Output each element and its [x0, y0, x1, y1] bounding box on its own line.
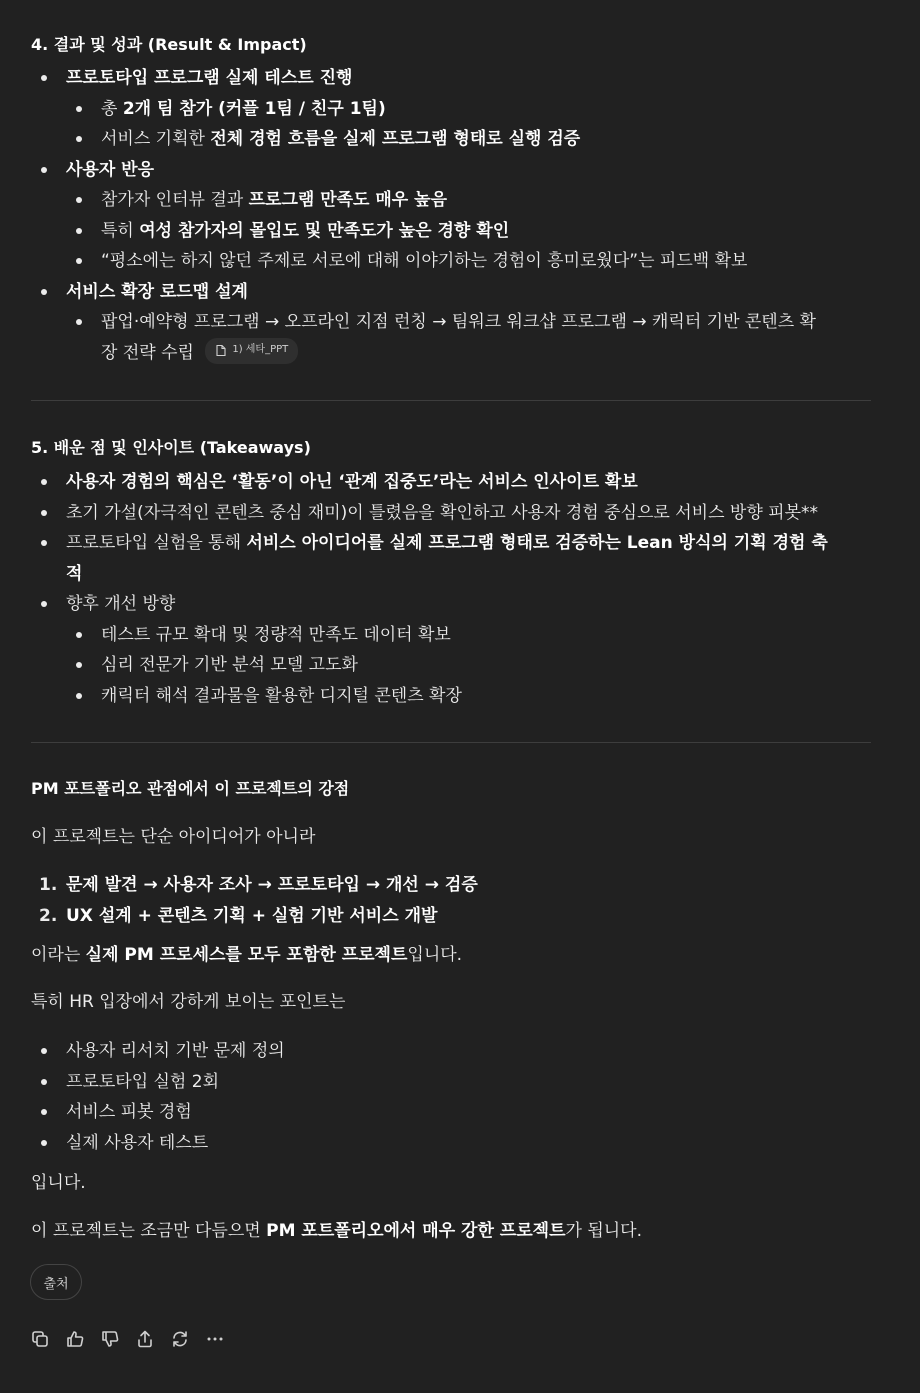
bold-text: 2개 팀 참가 (커플 1팀 / 친구 1팀) [122, 98, 386, 119]
list-item [31, 1128, 873, 1159]
text: 프로토타입 실험을 통해 [66, 533, 247, 553]
more-button[interactable] [205, 1326, 225, 1352]
list-item [31, 277, 873, 308]
list-item-label: 프로토타입 프로그램 실제 테스트 진행 [66, 68, 353, 88]
bold-text: 적 [66, 563, 83, 584]
share-icon [136, 1330, 154, 1348]
list-item [31, 681, 873, 712]
list-item [31, 901, 873, 932]
text: 사용자 리서치 기반 문제 정의 [66, 1041, 285, 1061]
list-item [31, 94, 873, 125]
text: 초기 가설(자극적인 콘텐츠 중심 재미)이 틀렸음을 확인하고 사용자 경험 중심으로 서비스 방향 피봇** [66, 502, 818, 523]
thumbs-up-button[interactable] [65, 1326, 85, 1352]
list-item [31, 216, 873, 247]
list-item [31, 467, 873, 498]
pm-paragraph: 입니다. [31, 1173, 86, 1193]
list-item-label: 사용자 반응 [66, 159, 155, 180]
thumbs-up-icon [66, 1330, 84, 1348]
section-5-title: 5. 배운 점 및 인사이트 (Takeaways) [31, 438, 311, 457]
list-item [31, 498, 873, 529]
text: 서비스 피봇 경험 [66, 1102, 192, 1122]
pm-paragraph [31, 1218, 642, 1244]
text: 총 [101, 98, 123, 119]
list-item [31, 1097, 873, 1128]
divider [31, 400, 871, 401]
list-item-label: 서비스 확장 로드맵 설계 [66, 281, 248, 302]
list-number: 2. [39, 905, 58, 926]
message-actions [30, 1326, 225, 1352]
section-4-title: 4. 결과 및 성과 (Result & Impact) [31, 35, 307, 54]
text: 캐릭터 해석 결과물을 활용한 디지털 콘텐츠 확장 [101, 685, 462, 706]
bold-text: PM 포트폴리오에서 매우 강한 프로젝트 [266, 1221, 566, 1241]
bold-text: 사용자 경험의 핵심은 ‘활동’이 아닌 ‘관계 집중도’라는 서비스 인사이트 확보 [66, 472, 638, 492]
bold-text: 프로그램 만족도 매우 높음 [248, 190, 447, 210]
bold-text: 전체 경험 흐름을 실제 프로그램 형태로 실행 검증 [210, 129, 581, 149]
divider [31, 742, 871, 743]
list-item [31, 1036, 873, 1067]
text: 서비스 기획한 [101, 129, 211, 149]
list-item [31, 124, 873, 155]
text: 특히 [101, 220, 140, 241]
copy-icon [31, 1330, 49, 1348]
bold-text: UX 설계 + 콘텐츠 기획 + 실험 기반 서비스 개발 [66, 905, 438, 926]
sources-button[interactable]: 출처 [30, 1264, 82, 1300]
section-5-list [31, 467, 873, 711]
citation-label: 1) 세타_PPT [232, 344, 289, 356]
copy-button[interactable] [30, 1326, 50, 1352]
bold-text: 서비스 아이디어를 실제 프로그램 형태로 검증하는 Lean 방식의 기획 경험 축 [246, 533, 828, 553]
list-item [31, 63, 873, 94]
share-button[interactable] [135, 1326, 155, 1352]
bold-text: 여성 참가자의 몰입도 및 만족도가 높은 경향 확인 [139, 220, 510, 241]
text: 테스트 규모 확대 및 정량적 만족도 데이터 확보 [101, 624, 451, 645]
list-item [31, 246, 873, 277]
list-item [31, 307, 873, 368]
text: “평소에는 하지 않던 주제로 서로에 대해 이야기하는 경험이 흥미로웠다”는 피드백 확보 [101, 251, 748, 271]
regenerate-button[interactable] [170, 1326, 190, 1352]
pm-intro: 이 프로젝트는 단순 아이디어가 아니라 [31, 827, 316, 847]
text: 프로토타입 실험 2회 [66, 1071, 219, 1092]
citation-badge[interactable] [205, 338, 298, 364]
text: 이 프로젝트는 조금만 다듬으면 [31, 1221, 267, 1241]
text: 참가자 인터뷰 결과 [101, 190, 249, 210]
list-item [31, 528, 873, 589]
file-icon [215, 344, 227, 357]
text: 입니다. [407, 945, 463, 965]
text: 팝업·예약형 프로그램 → 오프라인 지점 런칭 → 팀워크 워크샵 프로그램 → 캐릭터 기반 콘텐츠 확 [101, 312, 816, 332]
text: 장 전략 수립 [101, 342, 194, 363]
thumbs-down-button[interactable] [100, 1326, 120, 1352]
bold-text: 실제 PM 프로세스를 모두 포함한 프로젝트 [85, 945, 408, 965]
pm-process-list [31, 870, 873, 931]
text: 심리 전문가 기반 분석 모델 고도화 [101, 655, 358, 675]
section-4-list [31, 63, 873, 368]
list-number: 1. [39, 875, 58, 895]
bold-text: 문제 발견 → 사용자 조사 → 프로토타입 → 개선 → 검증 [66, 875, 478, 895]
text: 실제 사용자 테스트 [66, 1132, 209, 1153]
list-item [31, 650, 873, 681]
text: 가 됩니다. [565, 1221, 642, 1241]
pm-paragraph [31, 942, 462, 968]
thumbs-down-icon [101, 1330, 119, 1348]
more-icon [206, 1330, 224, 1348]
list-item [31, 1067, 873, 1098]
list-item [31, 185, 873, 216]
text: 향후 개선 방향 [66, 594, 176, 614]
text: 이라는 [31, 945, 86, 965]
list-item [31, 620, 873, 651]
pm-points-list [31, 1036, 873, 1158]
pm-section-title: PM 포트폴리오 관점에서 이 프로젝트의 강점 [31, 779, 350, 798]
pm-paragraph: 특히 HR 입장에서 강하게 보이는 포인트는 [31, 992, 346, 1012]
list-item [31, 870, 873, 901]
regenerate-icon [171, 1330, 189, 1348]
list-item [31, 155, 873, 186]
list-item [31, 589, 873, 620]
